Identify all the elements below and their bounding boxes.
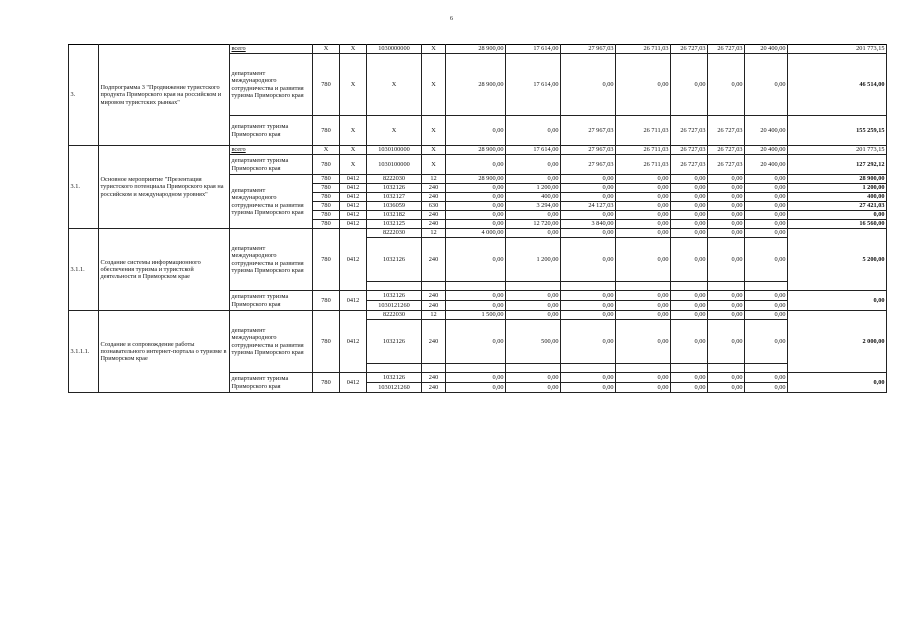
table-cell: департамент международного сотрудничества и развития туризма Приморского края bbox=[230, 54, 313, 116]
table-cell bbox=[506, 282, 561, 291]
table-cell: 27 421,03 bbox=[788, 202, 887, 211]
table-cell: 0,00 bbox=[561, 54, 616, 116]
table-cell: 780 bbox=[313, 184, 340, 193]
table-cell: 8222030 bbox=[367, 175, 422, 184]
table-cell: 0,00 bbox=[708, 54, 745, 116]
table-cell: 26 727,03 bbox=[671, 146, 708, 155]
table-cell: 0,00 bbox=[506, 301, 561, 311]
table-cell: 28 900,00 bbox=[446, 175, 506, 184]
table-cell: 1 500,00 bbox=[446, 311, 506, 320]
table-cell: X bbox=[422, 116, 446, 146]
table-cell bbox=[446, 364, 506, 373]
table-cell: 780 bbox=[313, 373, 340, 393]
table-cell: 0,00 bbox=[745, 383, 788, 393]
table-cell: 0,00 bbox=[671, 193, 708, 202]
table-cell: 0,00 bbox=[671, 291, 708, 301]
table-cell: 780 bbox=[313, 220, 340, 229]
table-cell bbox=[708, 282, 745, 291]
table-cell: 0,00 bbox=[561, 311, 616, 320]
table-cell: 0412 bbox=[340, 211, 367, 220]
table-cell: 240 bbox=[422, 193, 446, 202]
table-cell: 0,00 bbox=[561, 291, 616, 301]
table-cell: 0,00 bbox=[561, 373, 616, 383]
table-cell: 0,00 bbox=[745, 291, 788, 301]
table-cell: 17 614,00 bbox=[506, 54, 561, 116]
table-cell: 240 bbox=[422, 291, 446, 301]
table-cell: 240 bbox=[422, 238, 446, 282]
table-cell: 0,00 bbox=[745, 229, 788, 238]
table-cell: 0,00 bbox=[745, 202, 788, 211]
table-cell bbox=[708, 364, 745, 373]
table-cell: 780 bbox=[313, 291, 340, 311]
table-cell: 0,00 bbox=[446, 373, 506, 383]
table-cell: 27 967,03 bbox=[561, 45, 616, 54]
table-cell: 0,00 bbox=[671, 54, 708, 116]
table-cell: 0,00 bbox=[788, 291, 887, 311]
table-cell bbox=[561, 364, 616, 373]
table-cell: 0,00 bbox=[708, 175, 745, 184]
table-cell: 1030000000 bbox=[367, 45, 422, 54]
section-title: Создание системы информационного обеспечения туризма и туристской деятельности в Приморском крае bbox=[99, 229, 230, 311]
table-cell: 0,00 bbox=[446, 116, 506, 146]
table-cell: 0,00 bbox=[708, 211, 745, 220]
table-cell: 46 514,00 bbox=[788, 54, 887, 116]
table-cell: 0,00 bbox=[446, 320, 506, 364]
table-cell: 1032127 bbox=[367, 193, 422, 202]
table-cell: 1030121260 bbox=[367, 383, 422, 393]
table-row bbox=[69, 311, 887, 320]
table-cell: X bbox=[422, 54, 446, 116]
table-cell bbox=[367, 364, 422, 373]
table-cell: 0,00 bbox=[788, 373, 887, 393]
table-cell: 17 614,00 bbox=[506, 45, 561, 54]
table-cell: 0,00 bbox=[616, 301, 671, 311]
table-cell: 240 bbox=[422, 220, 446, 229]
table-cell: 0,00 bbox=[708, 320, 745, 364]
table-cell: департамент туризма Приморского края bbox=[230, 373, 313, 393]
table-cell: департамент туризма Приморского края bbox=[230, 291, 313, 311]
table-cell bbox=[616, 282, 671, 291]
table-cell: 0,00 bbox=[506, 229, 561, 238]
table-cell: 0,00 bbox=[671, 229, 708, 238]
table-cell: 26 727,03 bbox=[671, 155, 708, 175]
table-cell bbox=[745, 282, 788, 291]
table-cell: 0,00 bbox=[671, 238, 708, 282]
table-cell: 201 773,15 bbox=[788, 45, 887, 54]
table-cell: 1036059 bbox=[367, 202, 422, 211]
table-cell bbox=[422, 364, 446, 373]
table-cell: 500,00 bbox=[506, 320, 561, 364]
table-cell: 240 bbox=[422, 383, 446, 393]
table-cell: 0,00 bbox=[616, 383, 671, 393]
table-cell: 0,00 bbox=[446, 291, 506, 301]
table-cell: 0,00 bbox=[708, 229, 745, 238]
table-cell: 0,00 bbox=[745, 184, 788, 193]
table-cell: 8222030 bbox=[367, 311, 422, 320]
table-cell: 0,00 bbox=[616, 229, 671, 238]
table-cell: 17 614,00 bbox=[506, 146, 561, 155]
table-cell: 0,00 bbox=[561, 320, 616, 364]
table-cell: 20 400,00 bbox=[745, 45, 788, 54]
table-cell: 26 727,03 bbox=[671, 116, 708, 146]
table-cell: 26 727,03 bbox=[708, 116, 745, 146]
table-cell: 0,00 bbox=[506, 311, 561, 320]
table-cell: 26 711,03 bbox=[616, 155, 671, 175]
table-cell: 1 200,00 bbox=[788, 184, 887, 193]
table-cell: 26 711,03 bbox=[616, 45, 671, 54]
table-cell: 0,00 bbox=[671, 373, 708, 383]
table-row bbox=[69, 45, 887, 54]
table-cell: 0,00 bbox=[616, 211, 671, 220]
table-cell: 16 560,00 bbox=[788, 220, 887, 229]
table-cell: 0,00 bbox=[616, 373, 671, 383]
table-cell: 1032126 bbox=[367, 238, 422, 282]
table-cell: 20 400,00 bbox=[745, 155, 788, 175]
table-cell: 12 bbox=[422, 311, 446, 320]
table-cell: 0,00 bbox=[446, 220, 506, 229]
table-cell: X bbox=[340, 116, 367, 146]
table-cell: 0,00 bbox=[446, 184, 506, 193]
section-title: Подпрограмма 3 "Продвижение туристского продукта Приморского края на российском и мировом туристских рынках" bbox=[99, 45, 230, 146]
table-cell: 26 727,03 bbox=[708, 45, 745, 54]
table-cell: X bbox=[422, 45, 446, 54]
table-cell: 400,00 bbox=[506, 193, 561, 202]
table-cell: 0412 bbox=[340, 229, 367, 291]
table-cell: 0,00 bbox=[708, 373, 745, 383]
table-cell: 0,00 bbox=[506, 116, 561, 146]
table-cell: 0,00 bbox=[671, 383, 708, 393]
table-cell: 0,00 bbox=[671, 202, 708, 211]
table-cell: 0,00 bbox=[446, 193, 506, 202]
table-cell: X bbox=[367, 116, 422, 146]
table-cell: 240 bbox=[422, 211, 446, 220]
table-cell: 1030100000 bbox=[367, 146, 422, 155]
table-cell: 0,00 bbox=[708, 184, 745, 193]
table-cell: 0412 bbox=[340, 184, 367, 193]
table-cell: X bbox=[367, 54, 422, 116]
table-cell: X bbox=[340, 54, 367, 116]
table-cell: 0,00 bbox=[616, 220, 671, 229]
table-cell: 0,00 bbox=[616, 54, 671, 116]
table-cell: 27 967,03 bbox=[561, 155, 616, 175]
table-cell: X bbox=[340, 45, 367, 54]
table-cell: 0,00 bbox=[506, 291, 561, 301]
table-cell: 1032125 bbox=[367, 220, 422, 229]
table-cell: 0412 bbox=[340, 220, 367, 229]
table-cell: 0,00 bbox=[446, 383, 506, 393]
table-cell: 0,00 bbox=[745, 54, 788, 116]
table-cell: 0,00 bbox=[446, 301, 506, 311]
table-cell: 0,00 bbox=[616, 184, 671, 193]
table-cell: 0,00 bbox=[506, 211, 561, 220]
table-cell: 0,00 bbox=[616, 291, 671, 301]
table-cell: 0,00 bbox=[745, 311, 788, 320]
table-cell: 780 bbox=[313, 116, 340, 146]
table-cell: 0412 bbox=[340, 373, 367, 393]
table-cell: 0,00 bbox=[616, 320, 671, 364]
table-cell: 28 900,00 bbox=[788, 175, 887, 184]
table-cell: 0412 bbox=[340, 175, 367, 184]
table-cell: 0412 bbox=[340, 291, 367, 311]
table-cell: 240 bbox=[422, 320, 446, 364]
table-cell: X bbox=[340, 155, 367, 175]
table-cell: 0,00 bbox=[616, 202, 671, 211]
table-cell: 0,00 bbox=[616, 193, 671, 202]
table-cell: 780 bbox=[313, 211, 340, 220]
table-cell: 0,00 bbox=[708, 238, 745, 282]
table-cell: 780 bbox=[313, 311, 340, 373]
table-cell: департамент туризма Приморского края bbox=[230, 155, 313, 175]
table-cell: 3 294,00 bbox=[506, 202, 561, 211]
table-cell: 0,00 bbox=[671, 311, 708, 320]
table-cell: 0,00 bbox=[745, 175, 788, 184]
table-cell: всего bbox=[230, 146, 313, 155]
table-cell: 240 bbox=[422, 184, 446, 193]
table-cell: 201 773,15 bbox=[788, 146, 887, 155]
table-cell: 0,00 bbox=[671, 184, 708, 193]
table-cell: 2 000,00 bbox=[788, 311, 887, 373]
section-number: 3.1. bbox=[69, 146, 99, 229]
table-cell bbox=[616, 364, 671, 373]
table-cell: 12 720,00 bbox=[506, 220, 561, 229]
table-cell: 0,00 bbox=[708, 301, 745, 311]
table-cell: 0,00 bbox=[446, 211, 506, 220]
table-cell: 28 900,00 bbox=[446, 54, 506, 116]
table-cell: 780 bbox=[313, 175, 340, 184]
table-cell: 27 967,03 bbox=[561, 116, 616, 146]
table-cell: 1 200,00 bbox=[506, 238, 561, 282]
table-cell: 0,00 bbox=[561, 238, 616, 282]
table-cell: 0,00 bbox=[708, 202, 745, 211]
table-cell: 0,00 bbox=[616, 175, 671, 184]
table-cell: 0,00 bbox=[708, 383, 745, 393]
table-cell: 0,00 bbox=[788, 211, 887, 220]
table-cell bbox=[506, 364, 561, 373]
table-cell: всего bbox=[230, 45, 313, 54]
table-cell: департамент международного сотрудничества и развития туризма Приморского края bbox=[230, 229, 313, 291]
page-number: 6 bbox=[450, 16, 453, 22]
table-cell: X bbox=[422, 146, 446, 155]
table-cell: 240 bbox=[422, 301, 446, 311]
table-cell: 26 727,03 bbox=[708, 155, 745, 175]
table-cell: X bbox=[422, 155, 446, 175]
table-cell: 1032126 bbox=[367, 320, 422, 364]
section-number: 3.1.1.1. bbox=[69, 311, 99, 393]
table-cell: департамент международного сотрудничества и развития туризма Приморского края bbox=[230, 311, 313, 373]
table-cell: X bbox=[313, 146, 340, 155]
table-cell: 3 840,00 bbox=[561, 220, 616, 229]
table-cell: 400,00 bbox=[788, 193, 887, 202]
table-cell: 0,00 bbox=[708, 193, 745, 202]
table-cell: 0,00 bbox=[616, 238, 671, 282]
table-cell: 1032126 bbox=[367, 184, 422, 193]
table-cell: 1030121260 bbox=[367, 301, 422, 311]
table-cell: 0,00 bbox=[446, 238, 506, 282]
table-cell: 0,00 bbox=[561, 383, 616, 393]
table-cell: 4 000,00 bbox=[446, 229, 506, 238]
table-cell: 0,00 bbox=[745, 373, 788, 383]
table-cell: 0,00 bbox=[446, 202, 506, 211]
table-cell: 0,00 bbox=[561, 229, 616, 238]
table-cell: 12 bbox=[422, 229, 446, 238]
table-cell: 0,00 bbox=[506, 155, 561, 175]
table-cell: 0,00 bbox=[561, 184, 616, 193]
table-cell: 8222030 bbox=[367, 229, 422, 238]
table-cell bbox=[446, 282, 506, 291]
table-cell: 20 400,00 bbox=[745, 116, 788, 146]
table-cell: 0,00 bbox=[671, 220, 708, 229]
table-cell: 155 259,15 bbox=[788, 116, 887, 146]
table-cell: департамент международного сотрудничества и развития туризма Приморского края bbox=[230, 175, 313, 229]
table-cell: 0,00 bbox=[745, 193, 788, 202]
table-cell: X bbox=[313, 45, 340, 54]
table-cell: 240 bbox=[422, 373, 446, 383]
table-cell: 780 bbox=[313, 193, 340, 202]
table-cell: 0,00 bbox=[506, 175, 561, 184]
table-cell: 0,00 bbox=[561, 175, 616, 184]
table-cell: 0,00 bbox=[506, 373, 561, 383]
table-cell: 0,00 bbox=[561, 211, 616, 220]
table-cell: 0,00 bbox=[506, 383, 561, 393]
table-cell bbox=[367, 282, 422, 291]
table-cell: 0412 bbox=[340, 311, 367, 373]
table-cell: 780 bbox=[313, 202, 340, 211]
table-cell: 0412 bbox=[340, 193, 367, 202]
table-cell: 0,00 bbox=[745, 238, 788, 282]
table-cell: 0412 bbox=[340, 202, 367, 211]
table-cell bbox=[561, 282, 616, 291]
table-cell: 780 bbox=[313, 54, 340, 116]
table-cell: 0,00 bbox=[446, 155, 506, 175]
table-cell: 0,00 bbox=[708, 291, 745, 301]
table-cell: 780 bbox=[313, 155, 340, 175]
table-cell: 12 bbox=[422, 175, 446, 184]
table-cell bbox=[671, 364, 708, 373]
table-cell: 26 727,03 bbox=[708, 146, 745, 155]
table-cell: 1030100000 bbox=[367, 155, 422, 175]
table-cell: 0,00 bbox=[708, 220, 745, 229]
table-cell: 0,00 bbox=[671, 320, 708, 364]
table-cell: 5 200,00 bbox=[788, 229, 887, 291]
table-cell bbox=[422, 282, 446, 291]
table-cell: 0,00 bbox=[616, 311, 671, 320]
table-cell: 28 900,00 bbox=[446, 146, 506, 155]
table-cell: 28 900,00 bbox=[446, 45, 506, 54]
table-cell: 1032126 bbox=[367, 373, 422, 383]
table-cell: 0,00 bbox=[561, 301, 616, 311]
table-cell: департамент туризма Приморского края bbox=[230, 116, 313, 146]
section-number: 3. bbox=[69, 45, 99, 146]
table-cell: 27 967,03 bbox=[561, 146, 616, 155]
table-row bbox=[69, 229, 887, 238]
table-cell: 0,00 bbox=[671, 175, 708, 184]
table-cell: 0,00 bbox=[708, 311, 745, 320]
table-cell: 630 bbox=[422, 202, 446, 211]
section-title: Создание и сопровождение работы познавательного интернет-портала о туризме в Приморском крае bbox=[99, 311, 230, 393]
table-cell: 0,00 bbox=[745, 220, 788, 229]
table-cell: 26 711,03 bbox=[616, 146, 671, 155]
section-title: Основное мероприятие "Презентация туристского потенциала Приморского края на российском и международном уровнях" bbox=[99, 146, 230, 229]
table-row bbox=[69, 146, 887, 155]
table-cell bbox=[671, 282, 708, 291]
table-cell: 0,00 bbox=[671, 301, 708, 311]
table-cell: 0,00 bbox=[745, 301, 788, 311]
table-cell bbox=[745, 364, 788, 373]
budget-table bbox=[68, 44, 887, 393]
table-cell: 26 727,03 bbox=[671, 45, 708, 54]
table-cell: 0,00 bbox=[745, 320, 788, 364]
table-cell: 1 200,00 bbox=[506, 184, 561, 193]
table-cell: 20 400,00 bbox=[745, 146, 788, 155]
section-number: 3.1.1. bbox=[69, 229, 99, 311]
table-cell: 780 bbox=[313, 229, 340, 291]
table-cell: 1032126 bbox=[367, 291, 422, 301]
table-cell: 127 292,12 bbox=[788, 155, 887, 175]
table-cell: 26 711,03 bbox=[616, 116, 671, 146]
table-cell: 0,00 bbox=[561, 193, 616, 202]
table-cell: 1032182 bbox=[367, 211, 422, 220]
table-cell: X bbox=[340, 146, 367, 155]
table-cell: 24 127,03 bbox=[561, 202, 616, 211]
table-cell: 0,00 bbox=[671, 211, 708, 220]
table-cell: 0,00 bbox=[745, 211, 788, 220]
